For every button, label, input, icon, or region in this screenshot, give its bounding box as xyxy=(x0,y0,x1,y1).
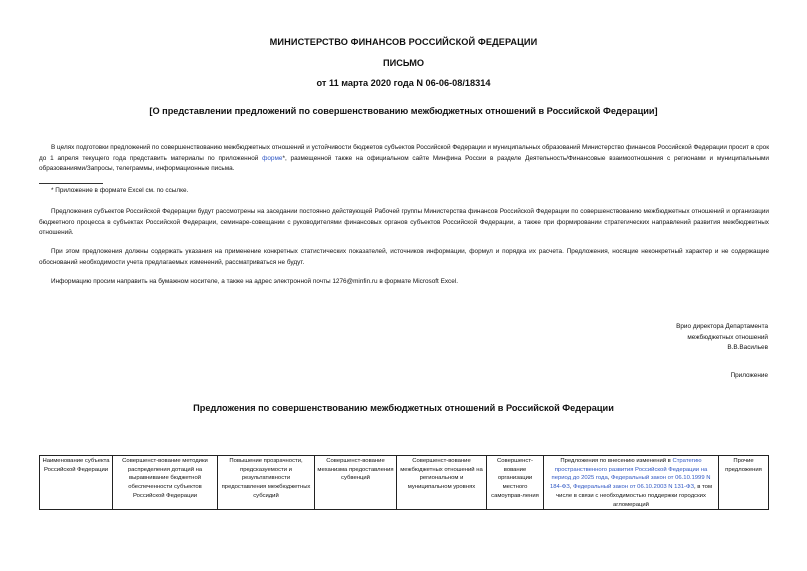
paragraph-review: Предложения субъектов Российской Федерации будут рассмотрены на заседании постоянно действующей Рабочей группы Министерства финансов Российской Федерации по совершенствованию межбюджетных отношений и организации бюджетного процесса в субъектах Российской Федерации, семинаре-совещании с руководителями финансовых органов субъектов Российской Федерации, а также при формировании стратегических направлений развития межбюджетных отношений. xyxy=(39,208,769,236)
table-header-cell: Наименование субъекта Российской Федерации xyxy=(40,456,113,510)
table-header-cell: Совершенст-вование механизма предоставления субвенций xyxy=(315,456,397,510)
appendix-title: Предложения по совершенствованию межбюджетных отношений в Российской Федерации xyxy=(193,403,614,413)
document-date-number: от 11 марта 2020 года N 06-06-08/18314 xyxy=(316,78,491,88)
law-184-link[interactable]: Федеральный закон от 06.10.1999 N 184-ФЗ xyxy=(549,475,711,491)
table-header-cell: Совершенст-вование методики распределения дотаций на выравнивание бюджетной обеспеченности субъектов Российской Федерации xyxy=(113,456,218,510)
paragraph-request xyxy=(39,143,769,175)
table-header-row xyxy=(40,456,769,510)
table-header-cell: Совершенст-вование межбюджетных отношений на региональном и муниципальном уровнях xyxy=(397,456,487,510)
table-header-cell xyxy=(544,456,719,510)
cell-text: , в том числе в связи с необходимостью поддержки городских агломераций xyxy=(556,484,713,508)
footnote-divider xyxy=(39,183,103,184)
signature-department: межбюджетных отношений xyxy=(687,333,768,341)
cell-text: , xyxy=(569,484,574,491)
proposals-table xyxy=(39,455,769,510)
document-type: ПИСЬМО xyxy=(382,58,425,68)
signature-name: В.В.Васильев xyxy=(727,344,768,351)
form-link[interactable]: форме xyxy=(262,154,283,162)
cell-text: , xyxy=(607,475,612,482)
paragraph-submission: Информацию просим направить на бумажном носителе, а также на адрес электронной почты 1276@minfin.ru в формате Microsoft Excel. xyxy=(51,278,458,285)
document-subject: [О представлении предложений по совершенствованию межбюджетных отношений в Российской Федерации] xyxy=(149,106,658,116)
strategy-link[interactable]: Стратегию пространственного развития Российской Федерации на период до 2025 года xyxy=(551,458,708,482)
signature-block xyxy=(676,322,768,354)
paragraph-request-text-end: *, размещенной также на официальном сайте Минфина России в разделе Деятельность/Финансовые взаимоотношения с регионами и муниципальными образованиями/Запросы, телеграммы, информационные письма. xyxy=(39,154,769,172)
paragraph-request-text-start: В целях подготовки предложений по совершенствованию межбюджетных отношений и устойчивости бюджетов субъектов Российской Федерации и муниципальных образований Министерство финансов Российской Федерации просит в срок до 1 апреля текущего года представить материалы по приложенной xyxy=(39,144,769,162)
table-header-cell: Прочие предложения xyxy=(719,456,769,510)
cell-text: Предложения по внесению изменений в xyxy=(560,458,673,464)
table-header-cell: Совершенст-вование организации местного самоуправ-ления xyxy=(487,456,544,510)
table-header-cell: Повышение прозрачности, предсказуемости и результативности предоставления межбюджетных субсидий xyxy=(218,456,315,510)
footnote: * Приложение в формате Excel см. по ссылке. xyxy=(51,187,189,194)
ministry-heading: МИНИСТЕРСТВО ФИНАНСОВ РОССИЙСКОЙ ФЕДЕРАЦИИ xyxy=(269,37,538,47)
signature-position: Врио директора Департамента xyxy=(676,323,768,330)
attachment-label: Приложение xyxy=(730,372,768,379)
law-131-link[interactable]: Федеральный закон от 06.10.2003 N 131-ФЗ xyxy=(573,484,695,491)
paragraph-requirements: При этом предложения должны содержать указания на применение конкретных статистических показателей, источников информации, формул и порядка их расчета. Предложения, носящие неконкретный характер и не содержащие обоснований необходимости учета предлагаемых изменений, рассматриваться не будут. xyxy=(39,248,769,266)
